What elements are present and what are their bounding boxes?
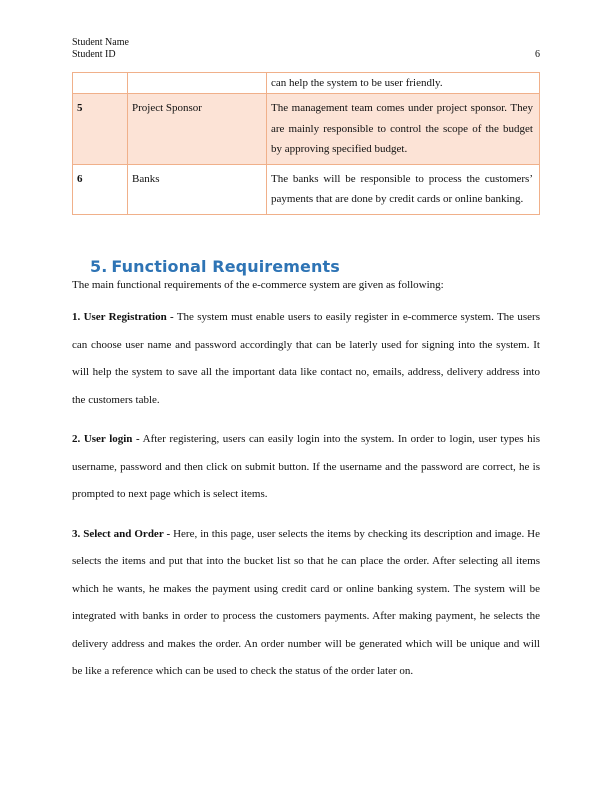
requirement-text: The system must enable users to easily register in e-commerce system. The users can choose user name and password accordingly that can be laterly used for signing into the system. It will help the system to save all the important data like contact no, emails, address, delivery address into the customers table. <box>72 311 540 406</box>
student-name: Student Name <box>72 37 129 48</box>
page-number: 6 <box>535 49 540 60</box>
row-description: The management team comes under project sponsor. They are mainly responsible to control the scope of the budget by approving specified budget. <box>267 94 540 165</box>
section-intro: The main functional requirements of the e-commerce system are given as following: <box>72 279 444 291</box>
header-id-row <box>72 49 540 61</box>
row-description: The banks will be responsible to process the customers’ payments that are done by credit cards or online banking. <box>267 164 540 214</box>
page-header <box>72 37 540 61</box>
requirement-text: After registering, users can easily login into the system. In order to login, user types his username, password and then click on submit button. If the username and the password are correct, he is prompted to next page which is select items. <box>72 433 540 500</box>
row-role: Banks <box>128 164 267 214</box>
requirement-select-and-order <box>72 521 540 686</box>
requirement-heading: 2. User login - <box>72 433 140 445</box>
table-row <box>73 164 540 214</box>
table-row <box>73 94 540 165</box>
requirement-user-registration <box>72 304 540 414</box>
row-number: 5 <box>73 94 128 165</box>
row-number <box>73 73 128 94</box>
section-body <box>72 277 540 698</box>
section-number: 5. <box>90 257 108 276</box>
row-number: 6 <box>73 164 128 214</box>
section-heading <box>90 257 340 276</box>
row-role <box>128 73 267 94</box>
table-row <box>73 73 540 94</box>
requirement-user-login <box>72 426 540 509</box>
stakeholder-table <box>72 72 540 215</box>
requirement-text: Here, in this page, user selects the items by checking its description and image. He selects the items and put that into the bucket list so that he can place the order. After selecting all items which he wants, he makes the payment using credit card or online banking system. The system will be integrated with banks in order to process the customers payments. After making payment, he selects the delivery address and makes the order. An order number will be generated which will be unique and will be like a reference which can be used to check the status of the order later on. <box>72 527 540 677</box>
row-description: can help the system to be user friendly. <box>267 73 540 94</box>
row-role: Project Sponsor <box>128 94 267 165</box>
section-title: Functional Requirements <box>111 257 340 276</box>
requirement-heading: 1. User Registration - <box>72 311 174 323</box>
requirement-heading: 3. Select and Order - <box>72 527 171 540</box>
student-id: Student ID <box>72 49 116 60</box>
